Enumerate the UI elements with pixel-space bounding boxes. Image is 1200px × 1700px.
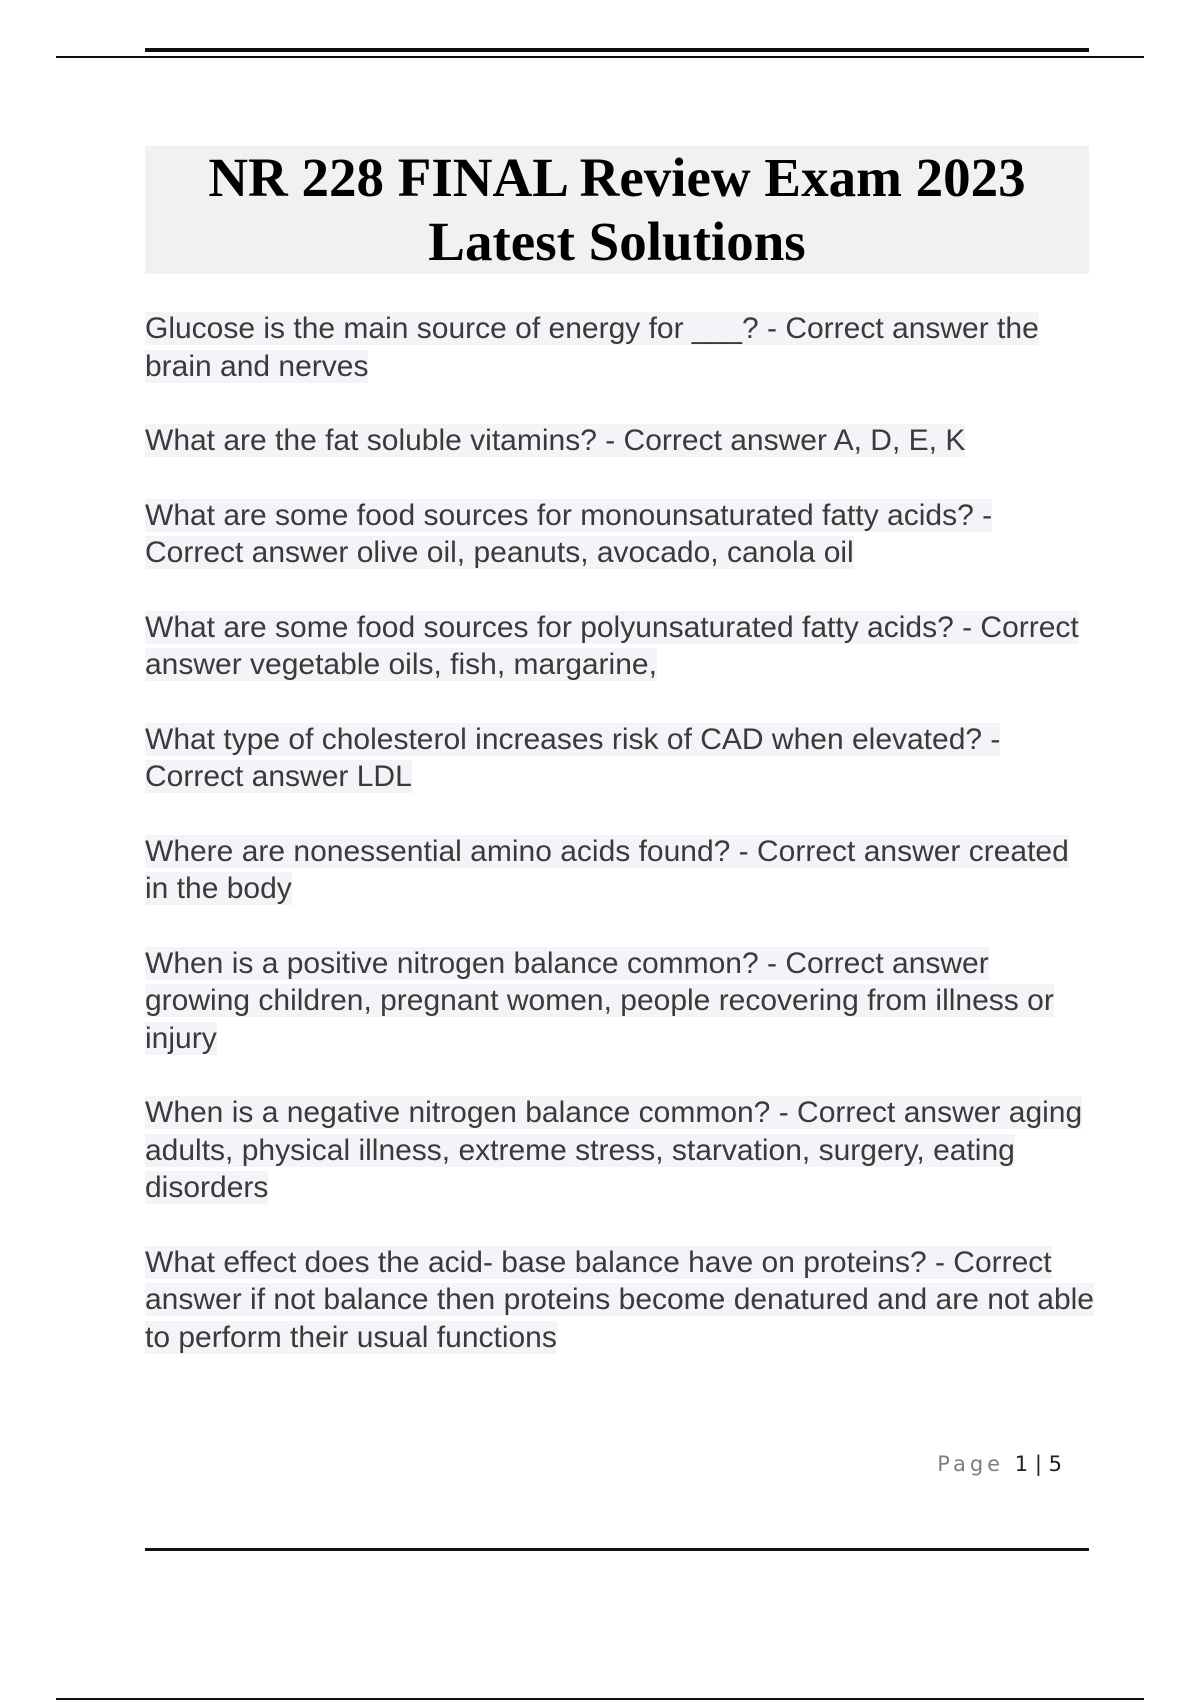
qa-text: What type of cholesterol increases risk of CAD when elevated? - Correct answer LDL [145, 722, 1001, 793]
footer-rule [145, 1548, 1089, 1551]
qa-item [145, 609, 1095, 684]
outer-top-rule [56, 56, 1144, 58]
qa-text: When is a positive nitrogen balance common? - Correct answer growing children, pregnant women, people recovering from illness or injury [145, 946, 1054, 1055]
qa-text: When is a negative nitrogen balance common? - Correct answer aging adults, physical illness, extreme stress, starvation, surgery, eating disorders [145, 1096, 1083, 1204]
qa-item [145, 1094, 1095, 1207]
page-separator: | [1034, 1452, 1042, 1476]
qa-item [145, 833, 1095, 908]
qa-text: What are the fat soluble vitamins? - Correct answer A, D, E, K [145, 424, 966, 457]
qa-item [145, 310, 1095, 385]
qa-text: What effect does the acid- base balance have on proteins? - Correct answer if not balance then proteins become denatured and are not able to perform their usual functions [145, 1245, 1094, 1354]
qa-item [145, 1244, 1095, 1357]
qa-text: Where are nonessential amino acids found? - Correct answer created in the body [145, 834, 1069, 905]
qa-text: What are some food sources for monounsaturated fatty acids? - Correct answer olive oil, peanuts, avocado, canola oil [145, 498, 993, 569]
qa-list [145, 310, 1095, 1393]
title-block [145, 146, 1089, 274]
qa-text: What are some food sources for polyunsaturated fatty acids? - Correct answer vegetable oils, fish, margarine, [145, 610, 1079, 681]
document-title-line-1: NR 228 FINAL Review Exam 2023 [208, 147, 1026, 208]
qa-item [145, 945, 1095, 1058]
current-page-number: 1 [1014, 1452, 1029, 1476]
total-pages: 5 [1048, 1452, 1062, 1476]
qa-item [145, 497, 1095, 572]
qa-item [145, 422, 1095, 460]
header-rule [145, 48, 1089, 52]
qa-text: Glucose is the main source of energy for ___? - Correct answer the brain and nerves [145, 312, 1039, 383]
qa-item [145, 721, 1095, 796]
page-number-footer [145, 1452, 1062, 1476]
document-title-line-2: Latest Solutions [428, 211, 806, 272]
page-label: Page [937, 1452, 1005, 1476]
